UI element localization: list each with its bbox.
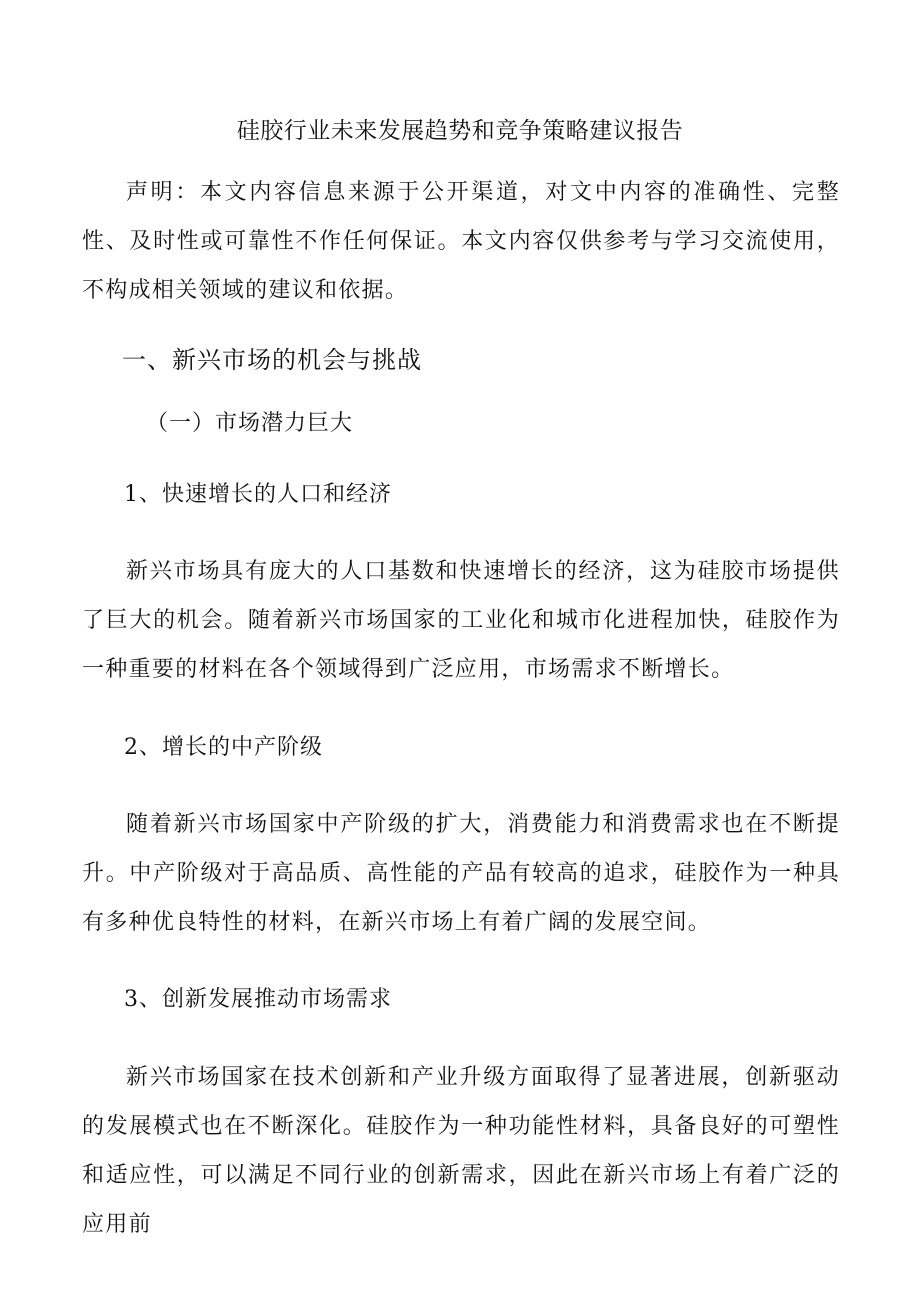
body-paragraph-1: 新兴市场具有庞大的人口基数和快速增长的经济，这为硅胶市场提供了巨大的机会。随着新兴市场国家的工业化和城市化进程加快，硅胶作为一种重要的材料在各个领域得到广泛应用，市场需求不断增长。: [82, 559, 840, 682]
document-title: 硅胶行业未来发展趋势和竞争策略建议报告: [236, 118, 684, 144]
item-heading-2: 2、增长的中产阶级: [124, 735, 323, 760]
body-paragraph-2: 随着新兴市场国家中产阶级的扩大，消费能力和消费需求也在不断提升。中产阶级对于高品质、高性能的产品有较高的追求，硅胶作为一种具有多种优良特性的材料，在新兴市场上有着广阔的发展空间。: [82, 812, 840, 935]
section-heading: 一、新兴市场的机会与挑战: [122, 346, 422, 374]
item-heading-1: 1、快速增长的人口和经济: [124, 482, 392, 507]
body-paragraph-3: 新兴市场国家在技术创新和产业升级方面取得了显著进展，创新驱动的发展模式也在不断深化。硅胶作为一种功能性材料，具备良好的可塑性和适应性，可以满足不同行业的创新需求，因此在新兴市场上有着广泛的应用前: [82, 1065, 840, 1237]
item-heading-3: 3、创新发展推动市场需求: [124, 987, 392, 1012]
subsection-heading: （一）市场潜力巨大: [146, 411, 354, 436]
disclaimer-paragraph: 声明：本文内容信息来源于公开渠道，对文中内容的准确性、完整性、及时性或可靠性不作任何保证。本文内容仅供参考与学习交流使用，不构成相关领域的建议和依据。: [82, 180, 840, 303]
